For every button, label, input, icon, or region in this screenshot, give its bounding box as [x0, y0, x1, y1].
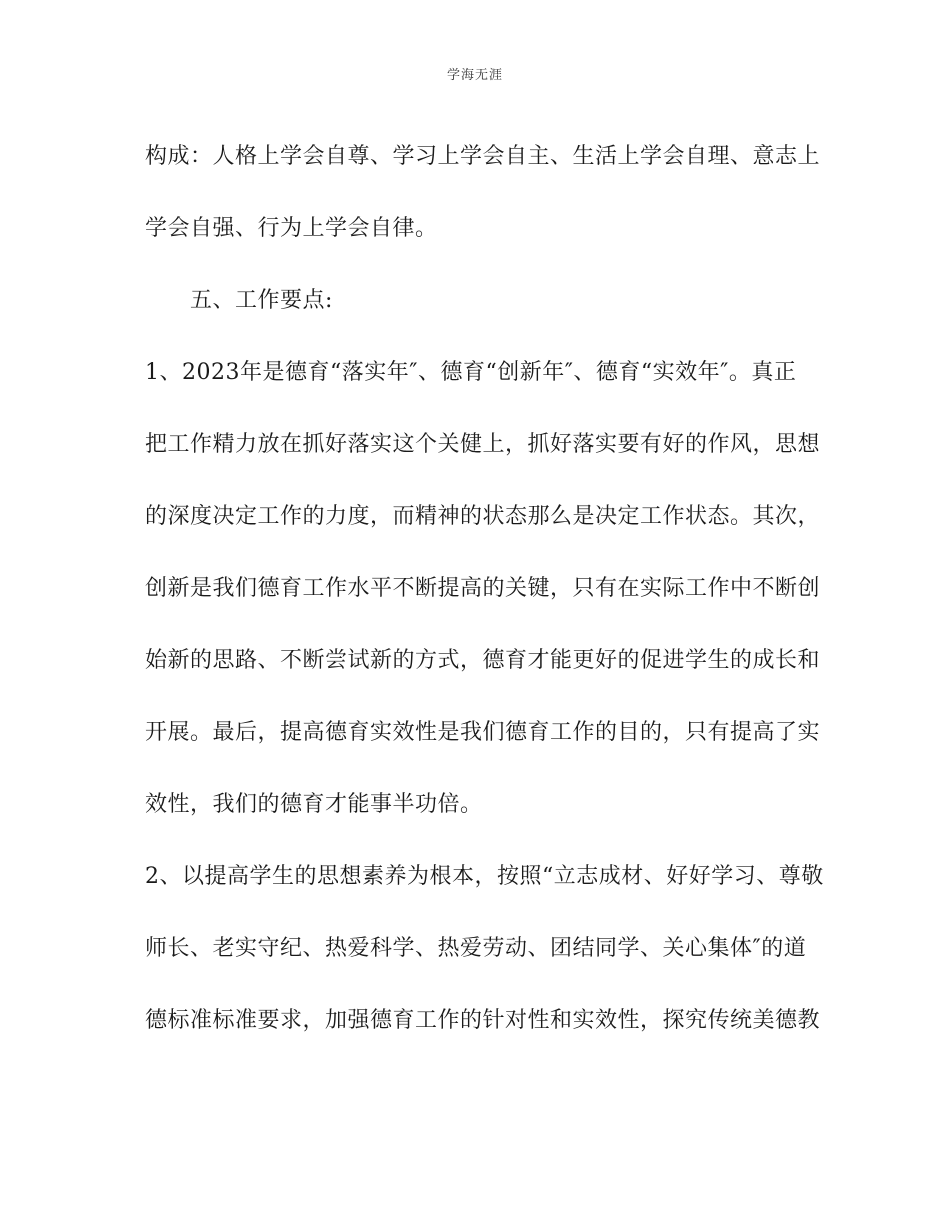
section-heading: 五、工作要点: [190, 288, 333, 313]
body-line: 构成：人格上学会自尊、学习上学会自主、生活上学会自理、意志上 [145, 144, 821, 169]
body-line: 把工作精力放在抓好落实这个关健上，抓好落实要有好的作风，思想 [145, 432, 821, 457]
body-line: 创新是我们德育工作水平不断提高的关键，只有在实际工作中不断创 [145, 576, 821, 601]
body-line: 学会自强、行为上学会自律。 [145, 216, 438, 241]
body-line: 效性，我们的德育才能事半功倍。 [145, 792, 483, 817]
page-header: 学海无涯 [446, 68, 503, 83]
body-line: 德标准标准要求，加强德育工作的针对性和实效性，探究传统美德教 [145, 1008, 821, 1033]
body-line: 的深度决定工作的力度，而精神的状态那么是决定工作状态。其次， [145, 504, 821, 529]
body-line: 2、以提高学生的思想素养为根本，按照“立志成材、好好学习、尊敬 [145, 864, 824, 889]
body-line: 始新的思路、不断尝试新的方式，德育才能更好的促进学生的成长和 [145, 648, 821, 673]
body-line: 1、2023年是德育“落实年″、德育“创新年″、德育“实效年″。真正 [145, 360, 797, 385]
body-line: 师长、老实守纪、热爱科学、热爱劳动、团结同学、关心集体″的道 [145, 936, 807, 961]
body-line: 开展。最后，提高德育实效性是我们德育工作的目的，只有提高了实 [145, 720, 821, 745]
